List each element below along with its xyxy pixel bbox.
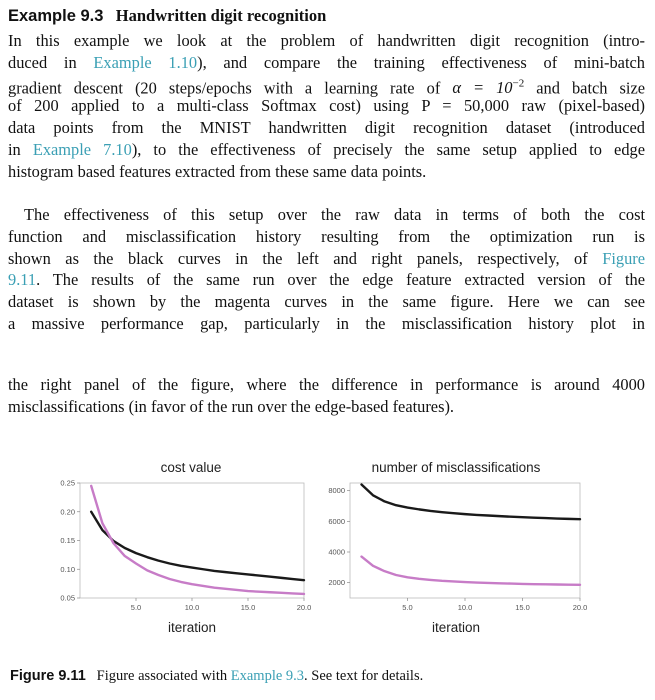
cost-value-chart (40, 450, 315, 645)
text-span: and batch size (524, 78, 645, 98)
x-axis-label: iteration (431, 620, 481, 635)
cost-raw-line (91, 512, 304, 580)
y-tick-label: 6000 (328, 516, 345, 526)
paragraph-3 (8, 374, 645, 418)
y-tick-label: 8000 (328, 486, 345, 496)
text-line (8, 74, 645, 96)
x-tick-label: 5.0 (130, 603, 142, 612)
text-span: . See text for details. (304, 668, 424, 684)
caption-text (97, 668, 424, 684)
example-9-3-link[interactable]: Example 9.3 (230, 668, 305, 684)
math-alpha: α = 10 (452, 78, 513, 98)
text-line (8, 248, 645, 270)
text-span: . The results of the same run over the edge feature extracted version of the (36, 270, 645, 290)
text-line: the right panel of the figure, where the difference in performance is around 4000 (8, 375, 645, 394)
example-7-10-link[interactable]: Example 7.10 (32, 139, 132, 159)
axis-ticks (328, 486, 587, 612)
figure-caption (10, 668, 423, 685)
x-tick-label: 10.0 (457, 603, 473, 612)
misclass-raw-line (362, 485, 581, 520)
misclass-edge-line (362, 557, 581, 585)
x-tick-label: 10.0 (184, 603, 200, 612)
paragraph-2 (8, 204, 645, 335)
x-tick-label: 20.0 (572, 603, 588, 612)
y-tick-label: 0.15 (60, 536, 75, 545)
text-line: In this example we look at the problem of handwritten digit recognition (intro- (8, 31, 645, 50)
paragraph-1 (8, 30, 645, 183)
text-line (8, 52, 645, 74)
example-heading (8, 6, 326, 26)
text-line: misclassifications (in favor of the run over the edge-based features). (8, 396, 455, 416)
text-line (8, 269, 645, 291)
x-tick-label: 20.0 (296, 603, 312, 612)
y-tick-label: 0.05 (60, 593, 75, 603)
x-tick-label: 15.0 (240, 603, 256, 612)
chart-title: cost value (160, 460, 222, 475)
text-line: function and misclassification history resulting from the optimization run is (8, 226, 645, 246)
y-tick-label: 2000 (328, 578, 345, 588)
text-line: dataset is shown by the magenta curves in the same figure. Here we can see (8, 292, 645, 312)
y-tick-label: 0.20 (60, 507, 75, 517)
text-span: in (8, 139, 33, 159)
example-title: Handwritten digit recognition (115, 6, 327, 25)
chart-title: number of misclassifications (371, 460, 541, 475)
text-line: a massive performance gap, particularly in the misclassification history plot in (8, 313, 645, 333)
y-tick-label: 0.25 (60, 478, 75, 488)
text-span: duced in (8, 52, 94, 72)
y-tick-label: 4000 (328, 547, 345, 557)
example-1-10-link[interactable]: Example 1.10 (93, 52, 198, 72)
example-label: Example 9.3 (8, 7, 104, 25)
text-span: Figure associated with (96, 668, 231, 684)
figure-number-link[interactable]: 9.11 (8, 270, 37, 290)
figure-link[interactable]: Figure (602, 248, 645, 268)
x-tick-label: 5.0 (402, 603, 413, 612)
x-axis-label: iteration (167, 620, 217, 635)
text-line: histogram based features extracted from these same data points. (8, 161, 427, 181)
text-span: shown as the black curves in the left and right panels, respectively, of (8, 248, 603, 268)
math-exponent: −2 (512, 77, 525, 90)
text-span: ), to the effectiveness of precisely the same setup applied to edge (131, 139, 645, 159)
text-span: ), and compare the training effectiveness of mini-batch (197, 52, 645, 72)
caption-label: Figure 9.11 (10, 668, 86, 684)
y-tick-label: 0.10 (60, 564, 75, 574)
learning-rate-math (452, 78, 524, 97)
text-span: gradient descent (20 steps/epochs with a learning rate of (8, 78, 453, 98)
text-line: of 200 applied to a multi-class Softmax cost) using P = 50,000 raw (pixel-based) (8, 96, 645, 116)
text-line: data points from the MNIST handwritten digit recognition dataset (introduced (8, 118, 645, 138)
text-line: The effectiveness of this setup over the raw data in terms of both the cost (24, 205, 645, 224)
misclassifications-chart (318, 450, 593, 645)
text-line (8, 139, 645, 161)
x-tick-label: 15.0 (515, 603, 530, 612)
